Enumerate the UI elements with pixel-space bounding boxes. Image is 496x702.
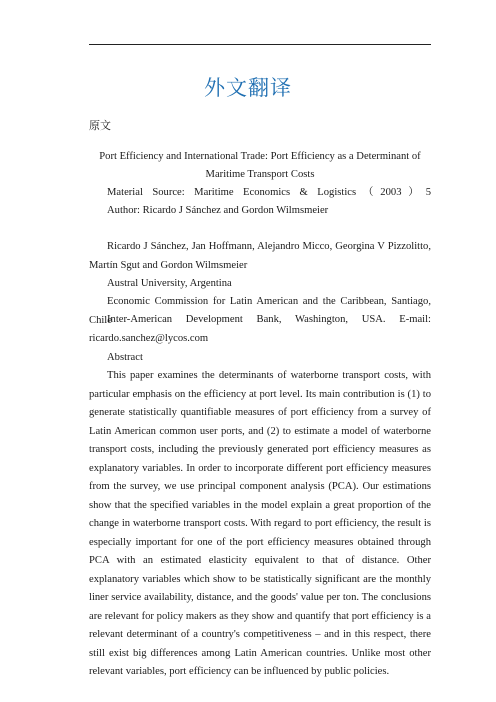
section-label: 原文 [89, 119, 111, 132]
header-rule [89, 44, 431, 45]
abstract-heading: Abstract [107, 352, 143, 363]
abstract-body: This paper examines the determinants of waterborne transport costs, with particular emphasis on the efficiency at port level. Its main contribution is (1) to generate statistically quantifiable measures of port efficiency from a survey of Latin American common user ports, and (2) to estimate a model of waterborne transport costs, including the previously generated port efficiency measures as explanatory variables. In order to incorporate different port efficiency measures from the survey, we use principal component analysis (PCA). Our estimations show that the specified variables in the model explain a great proportion of the change in waterborne transport costs. With regard to port efficiency, the result is especially important for one of the port efficiency measures obtained through PCA with an estimated elasticity equivalent to that of distance. Other explanatory variables which show to be statistically significant are the monthly liner service availability, distance, and the goods' value per ton. The conclusions are relevant for policy makers as they show and quantify that port efficiency is a relevant determinant of a country's competitiveness – and in this respect, there still exist big differences among Latin American countries. Unlike most other relevant variables, port efficiency can be influenced by public policies. [89, 370, 431, 677]
material-source: Material Source: Maritime Economics & Logistics（2003）5 [107, 187, 431, 198]
affiliation-2: Economic Commission for Latin American and the Caribbean, Santiago, Chile [89, 296, 431, 326]
page-title: 外文翻译 [204, 76, 292, 100]
paper-title-line-2: Maritime Transport Costs [205, 169, 315, 180]
authors-list: Ricardo J Sánchez, Jan Hoffmann, Alejandro Micco, Georgina V Pizzolitto, Martín Sgut and Gordon Wilmsmeier [89, 241, 431, 271]
affiliation-3: Inter-American Development Bank, Washington, USA. E-mail: ricardo.sanchez@lycos.com [89, 314, 431, 344]
paper-title-line-1: Port Efficiency and International Trade: Port Efficiency as a Determinant of [99, 151, 421, 162]
affiliation-1: Austral University, Argentina [107, 278, 232, 289]
author-line: Author: Ricardo J Sánchez and Gordon Wilmsmeier [107, 205, 329, 216]
